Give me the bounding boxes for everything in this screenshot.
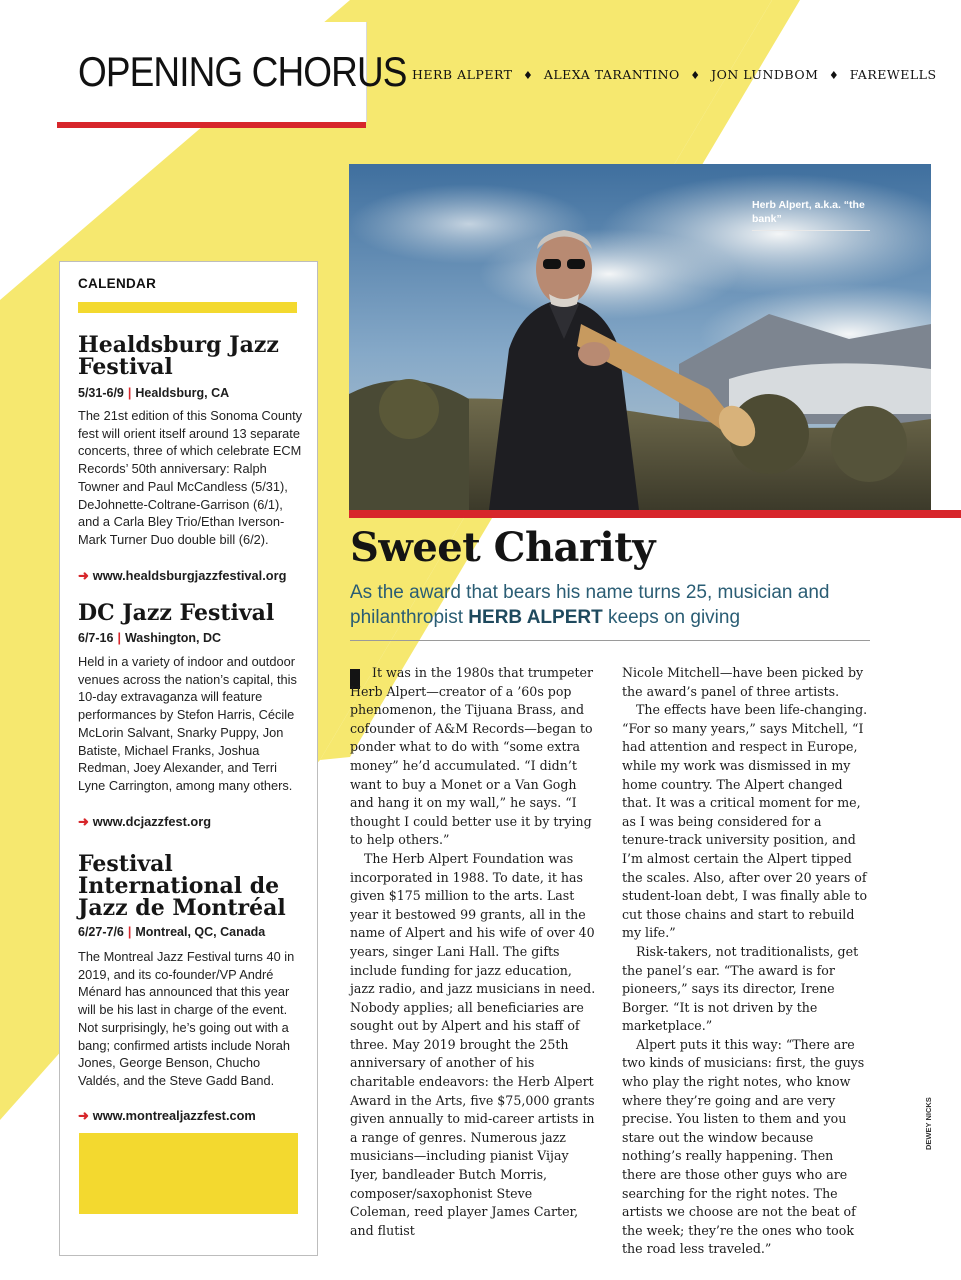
event-url[interactable]: www.dcjazzfest.org <box>92 814 212 829</box>
article-paragraph: Risk-takers, not traditionalists, get the panel’s ear. “The award is for pioneers,” says its director, Irene Borger. “It is not driven by the marketplace.” <box>622 943 859 1034</box>
event-meta <box>78 631 221 645</box>
event-dates: 6/7-16 <box>78 631 114 645</box>
event-dates: 6/27-7/6 <box>78 925 124 939</box>
event-location: Healdsburg, CA <box>135 386 230 400</box>
event-title: DC Jazz Festival <box>78 600 275 626</box>
article-headline: Sweet Charity <box>350 524 655 571</box>
event-link[interactable] <box>78 568 286 584</box>
event-description: The Montreal Jazz Festival turns 40 in 2019, and its co-founder/VP André Ménard has announced that this year will be his last in charge of the event. Not surprisingly, he’s going out with a bang; confirmed artists include Norah Jones, George Benson, Chucho Valdés, and the Steve Gadd Band. <box>78 949 295 1088</box>
event-location: Montreal, QC, Canada <box>135 925 266 939</box>
article-column-2 <box>622 664 868 1259</box>
nav-item-jon-lundbom[interactable]: JON LUNDBOM <box>711 67 819 82</box>
event-url[interactable]: www.healdsburgjazzfestival.org <box>92 568 287 583</box>
diamond-separator-icon: ♦ <box>522 69 534 82</box>
article-column-1 <box>350 664 596 1240</box>
event-description: The 21st edition of this Sonoma County fest will orient itself around 13 separate concerts, three of which celebrate ECM Records’ 50th anniversary: Ralph Towner and Paul McCandless (5/31), DeJohnette-Coltrane-Garrison (6/1), and a Carla Bley Trio/Ethan Iverson-Mark Turner Duo double bill (6/2). <box>78 408 303 547</box>
diamond-separator-icon: ♦ <box>690 69 701 82</box>
nav-item-alexa-tarantino[interactable]: ALEXA TARANTINO <box>543 67 680 82</box>
article-paragraph: It was in the 1980s that trumpeter Herb Alpert—creator of a ’60s pop phenomenon, the Tijuana Brass, and cofounder of A&M Records—began to ponder what to do with “some extra money” he’d accumulated. “I didn’t want to buy a Monet or a Van Gogh and hang it on my wall,” he says. “I thought I could better use it by trying to help others.” <box>350 665 594 848</box>
calendar-yellow-block <box>79 1133 298 1214</box>
arrow-right-icon: ➜ <box>78 814 89 829</box>
article-deck <box>350 580 890 630</box>
deck-text-end: keeps on giving <box>602 607 741 628</box>
section-title: OPENING CHORUS <box>78 48 407 95</box>
header-red-rule <box>57 122 366 128</box>
article-paragraph: Nicole Mitchell—have been picked by the award’s panel of three artists. <box>622 665 864 699</box>
article-paragraph: The effects have been life-changing. “For so many years,” says Mitchell, “I had attention and respect in Europe, while my work was dismissed in my home country. The Alpert changed that. It was a critical moment for me, as I was being considered for a tenure-track university position, and I’m almost certain the Alpert tipped the scales. Also, after over 20 years of student-loan debt, I was finally able to cut those chains and start to rebuild my life.” <box>622 702 868 941</box>
photo-caption: Herb Alpert, a.k.a. “the bank” <box>752 199 865 225</box>
calendar-label: CALENDAR <box>78 276 157 291</box>
event-meta <box>78 925 265 939</box>
event-meta <box>78 386 229 400</box>
pipe-separator: | <box>117 631 121 645</box>
article-paragraph: Alpert puts it this way: “There are two kinds of musicians: first, the guys who play the right notes, who know where they’re going and are very precise. You listen to them and you stare out the window because nothing’s really happening. Then there are those other guys who are searching for the right notes. The artists we choose are not the beat of the week; they’re the ones who took the road less traveled.” <box>622 1036 865 1257</box>
deck-text: As the award that bears his name turns 25, musician and philanthropist <box>350 582 830 628</box>
arrow-right-icon: ➜ <box>78 1108 89 1123</box>
caption-rule <box>752 230 870 231</box>
event-location: Washington, DC <box>124 631 222 645</box>
deck-rule <box>350 640 870 641</box>
event-title: Festival International de Jazz de Montréal <box>78 851 286 921</box>
event-dates: 5/31-6/9 <box>78 386 124 400</box>
event-link[interactable] <box>78 814 211 830</box>
event-link[interactable] <box>78 1108 256 1124</box>
article-paragraph: The Herb Alpert Foundation was incorporated in 1988. To date, it has given $175 million to the arts. Last year it bestowed 99 grants, all in the name of Alpert and his wife of over 40 years, singer Lani Hall. The gifts include funding for jazz education, jazz radio, and jazz musicians in need. Nobody applies; all beneficiaries are sought out by Alpert and his staff of three. May 2019 brought the 25th anniversary of another of his charitable endeavors: the Herb Alpert Award in the Arts, five $75,000 grants given annually to mid-career artists in a range of genres. Numerous jazz musicians—including pianist Vijay Iyer, bandleader Butch Morris, composer/saxophonist Steve Coleman, reed player James Carter, and flutist <box>350 850 596 1238</box>
photo-credit: DEWEY NICKS <box>924 1097 933 1150</box>
deck-name: HERB ALPERT <box>468 607 603 628</box>
arrow-right-icon: ➜ <box>78 568 89 583</box>
nav-item-herb-alpert[interactable]: HERB ALPERT <box>412 67 513 82</box>
nav-item-farewells[interactable]: FAREWELLS <box>849 67 937 82</box>
calendar-sidebar <box>59 261 318 1256</box>
event-title: Healdsburg Jazz Festival <box>78 332 279 380</box>
pipe-separator: | <box>127 925 132 939</box>
diamond-separator-icon: ♦ <box>828 69 840 82</box>
photo-red-rule <box>349 510 961 518</box>
header-nav <box>412 67 937 82</box>
event-url[interactable]: www.montrealjazzfest.com <box>92 1108 256 1123</box>
event-description: Held in a variety of indoor and outdoor venues across the nation’s capital, this 10-day extravaganza will feature performances by Stefon Harris, Cécile McLorin Salvant, Snarky Puppy, Jon Batiste, Michael Franks, Joshua Redman, Joey Alexander, and Terri Lyne Carrington, among many others. <box>78 654 297 793</box>
pipe-separator: | <box>127 386 132 400</box>
calendar-yellow-bar <box>78 302 297 313</box>
